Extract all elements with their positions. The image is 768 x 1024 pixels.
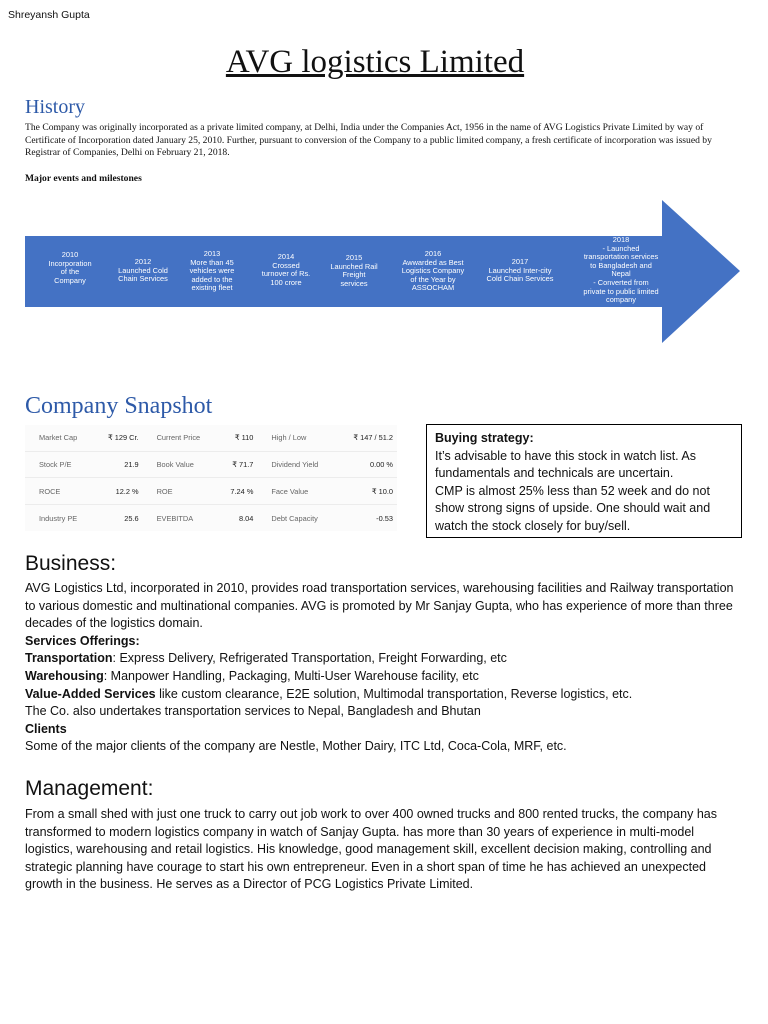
page-title: AVG logistics Limited: [225, 44, 525, 80]
snapshot-label: Face Value: [257, 478, 337, 505]
snapshot-value: ₹ 110: [219, 425, 257, 451]
milestone-2014: 2014 Crossed turnover of Rs. 100 crore: [261, 252, 311, 287]
milestone-2013: 2013 More than 45 vehicles were added to the existing fleet: [189, 249, 235, 293]
snapshot-value: -0.53: [376, 513, 393, 523]
snapshot-value: 0.00 %: [338, 451, 397, 478]
transport-label: Transportation: [25, 651, 113, 666]
management-heading: Management:: [25, 777, 154, 800]
warehouse-text: : Manpower Handling, Packaging, Multi-User Warehouse facility, etc: [103, 668, 479, 683]
snapshot-value: ₹ 147 / 51.2: [338, 425, 397, 451]
snapshot-row: [25, 451, 397, 478]
snapshot-label: Debt Capacity: [271, 513, 318, 523]
vas-label: Value-Added Services: [25, 686, 156, 701]
snapshot-label: ROE: [143, 478, 219, 505]
clients-text: Some of the major clients of the company are Nestle, Mother Dairy, ITC Ltd, Coca-Cola, MRF, etc.: [25, 739, 567, 754]
business-heading: Business:: [25, 552, 117, 575]
snapshot-row: [25, 425, 397, 451]
snapshot-label: ROCE: [25, 478, 95, 505]
snapshot-table: [25, 425, 397, 531]
management-paragraph: From a small shed with just one truck to carry out job work to over 400 owned trucks and 800 rented trucks, the company has transformed to modern logistics company in watch of Sanjay Gupta. has more than 30 years of experience in multi-model logistics, warehousing and retail logistics. His knowledge, good management skill, excellent decision making, controlling and strategic planning have courage to start his own entrepreneur. Even in a short span of time he has achieved an unexpected growth in the business. He serves as a Director of PCG Logistics Private Limited.: [25, 807, 717, 892]
buying-strategy-box: [426, 424, 742, 538]
author-name: Shreyansh Gupta: [8, 9, 90, 21]
snapshot-value: ₹ 71.7: [219, 451, 257, 478]
milestone-timeline: [0, 0, 768, 360]
snapshot-row: [25, 505, 397, 531]
nepal-text: The Co. also undertakes transportation services to Nepal, Bangladesh and Bhutan: [25, 704, 481, 719]
snapshot-label: Market Cap: [25, 425, 95, 451]
snapshot-value: 21.9: [95, 451, 143, 478]
snapshot-value: ₹ 10.0: [338, 478, 397, 505]
milestone-2010: 2010 Incorporation of the Company: [48, 250, 92, 285]
snapshot-label: High / Low: [257, 425, 337, 451]
snapshot-value: 8.04: [239, 513, 254, 523]
strategy-title: Buying strategy:: [435, 431, 534, 445]
snapshot-label: Industry PE: [39, 513, 78, 523]
snapshot-value: ₹ 129 Cr.: [95, 425, 143, 451]
snapshot-label: EVEBITDA: [156, 513, 194, 523]
snapshot-label: Stock P/E: [25, 451, 95, 478]
strategy-line: It’s advisable to have this stock in watch list. As fundamentals and technicals are uncertain.: [435, 448, 697, 480]
snapshot-value: 7.24 %: [219, 478, 257, 505]
history-paragraph: The Company was originally incorporated as a private limited company, at Delhi, India under the Companies Act, 1956 in the name of AVG Logistics Private Limited by way of Certificate of Incorporation dated January 25, 2010. Further, pursuant to conversion of the Company to a public limited company, a fresh certificate of incorporation was issued by Registrar of Companies, Delhi on February 21, 2018.: [25, 122, 712, 158]
milestone-2015: 2015 Launched Rail Freight services: [330, 253, 378, 288]
milestone-2016: 2016 Awwarded as Best Logistics Company of the Year by ASSOCHAM: [401, 249, 465, 293]
milestone-2012: 2012 Launched Cold Chain Services: [118, 257, 168, 284]
snapshot-row: [25, 478, 397, 505]
strategy-line: CMP is almost 25% less than 52 week and do not show strong signs of upside. One should wait and watch the stock closely for buy/sell.: [435, 483, 711, 533]
snapshot-label: Dividend Yield: [257, 451, 337, 478]
history-heading: History: [25, 96, 85, 118]
business-intro: AVG Logistics Ltd, incorporated in 2010, provides road transportation services, warehousing facilities and Railway transportation to various domestic and multinational companies. AVG is promoted by Mr Sanjay Gupta, who has experience of more than three decades of the logistics domain.: [25, 581, 734, 631]
milestone-2017: 2017 Launched Inter-city Cold Chain Services: [486, 257, 554, 284]
vas-text: like custom clearance, E2E solution, Multimodal transportation, Reverse logistics, etc.: [155, 686, 633, 701]
business-section: [25, 580, 745, 756]
clients-title: Clients: [25, 721, 67, 736]
snapshot-heading: Company Snapshot: [25, 393, 213, 419]
warehouse-label: Warehousing: [25, 668, 104, 683]
transport-text: : Express Delivery, Refrigerated Transportation, Freight Forwarding, etc: [112, 651, 507, 666]
services-title: Services Offerings:: [25, 633, 140, 648]
snapshot-value: 12.2 %: [95, 478, 143, 505]
milestone-2018: 2018 - Launched transportation services to Bangladesh and Nepal - Converted from private to public limited company: [583, 235, 659, 305]
snapshot-label: Book Value: [143, 451, 219, 478]
snapshot-value: 25.6: [124, 513, 139, 523]
snapshot-label: Current Price: [143, 425, 219, 451]
milestones-title: Major events and milestones: [25, 173, 142, 184]
